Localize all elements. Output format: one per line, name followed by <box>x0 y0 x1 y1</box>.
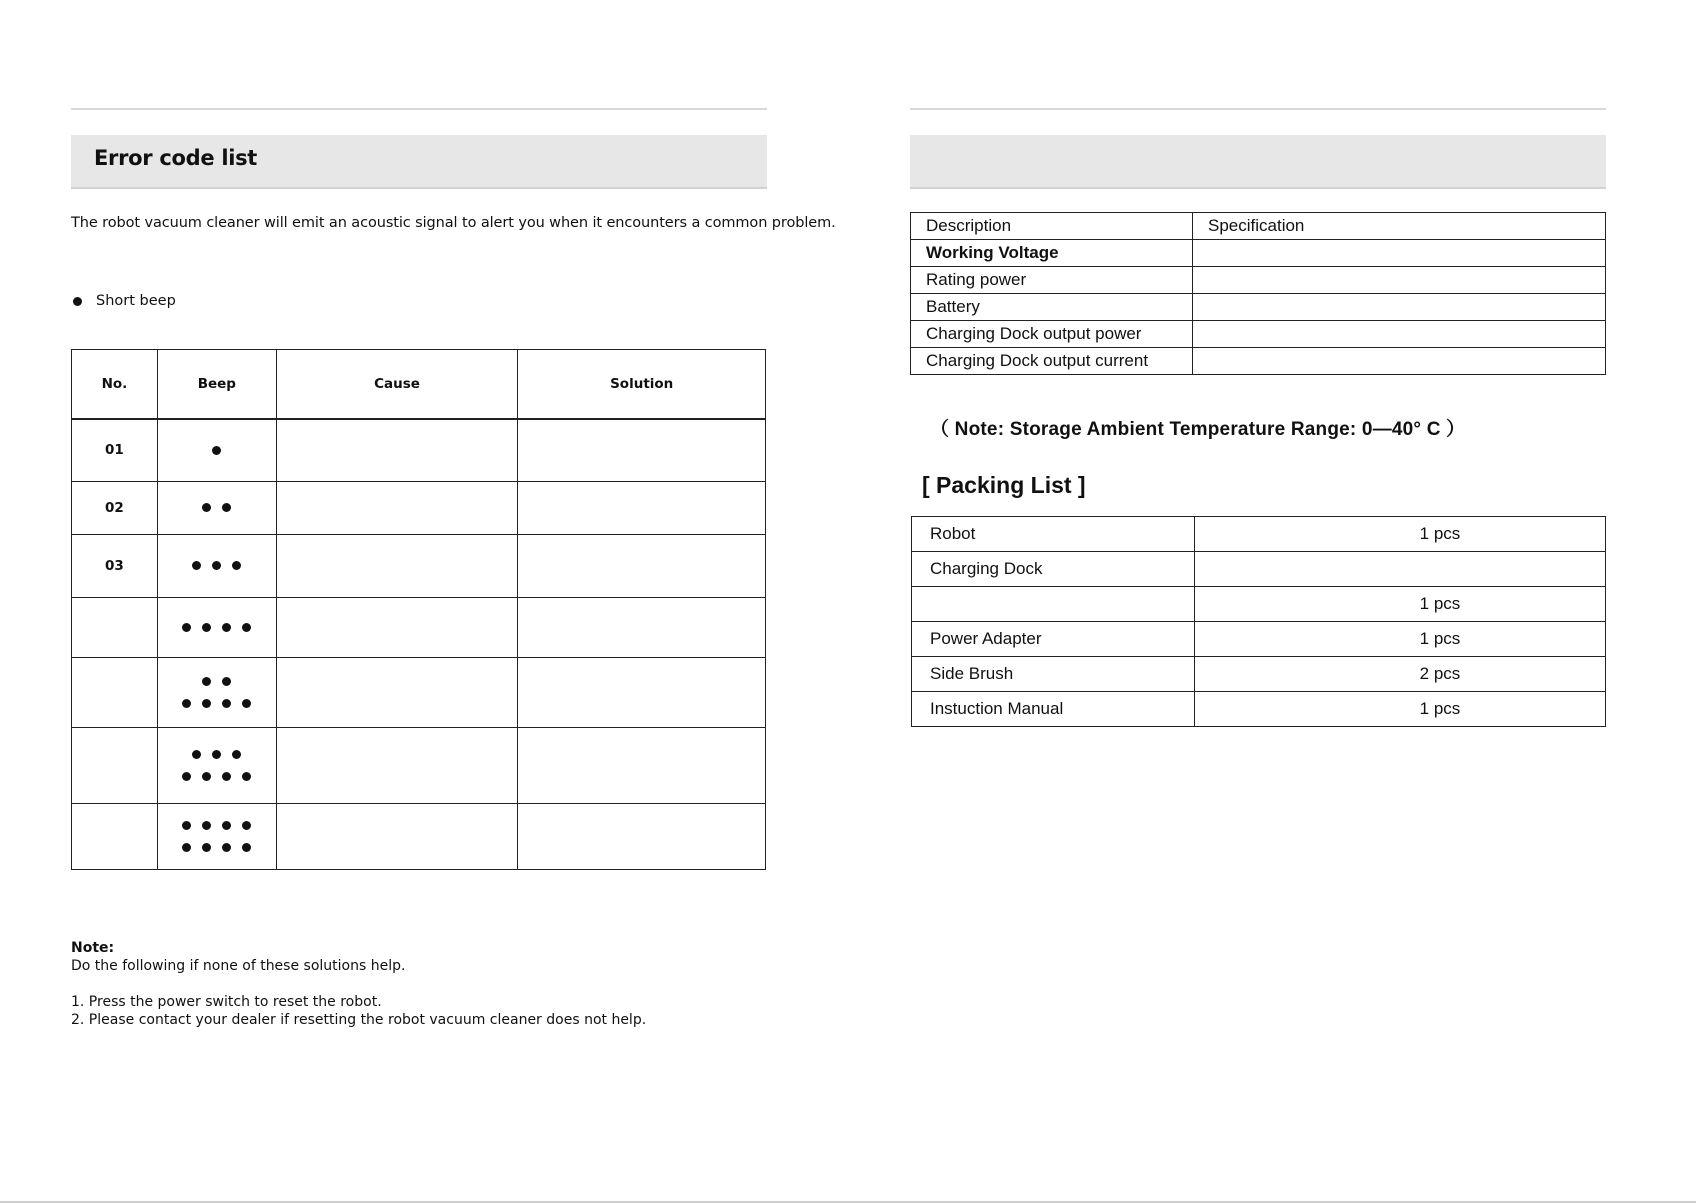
note-step-2: 2. Please contact your dealer if resetting the robot vacuum cleaner does not help. <box>71 1012 647 1028</box>
spec-label: Charging Dock output current <box>911 348 1193 375</box>
beep-dot-icon <box>232 561 241 570</box>
beep-dot-row <box>202 503 231 512</box>
spec-label: Battery <box>911 294 1193 321</box>
beep-dot-row <box>182 623 251 632</box>
note-line: Do the following if none of these solutions help. <box>71 958 406 974</box>
packing-item: Side Brush <box>912 657 1195 692</box>
beep-dot-icon <box>182 821 191 830</box>
solution-cell <box>518 481 766 534</box>
header-solution: Solution <box>518 350 766 420</box>
spec-value <box>1193 267 1606 294</box>
cause-cell <box>276 481 518 534</box>
beep-dot-icon <box>202 677 211 686</box>
beep-dot-icon <box>202 699 211 708</box>
packing-qty: 1 pcs <box>1195 517 1606 552</box>
beep-dot-icon <box>182 843 191 852</box>
table-row <box>912 587 1606 622</box>
cause-cell <box>276 657 518 727</box>
spec-value <box>1193 240 1606 267</box>
spec-label: Working Voltage <box>911 240 1193 267</box>
beep-pattern <box>157 727 276 803</box>
beep-dot-icon <box>212 561 221 570</box>
table-row <box>72 803 766 869</box>
beep-dot-icon <box>242 699 251 708</box>
beep-dot-icon <box>242 821 251 830</box>
packing-item: Charging Dock <box>912 552 1195 587</box>
table-row <box>912 552 1606 587</box>
beep-dot-icon <box>242 772 251 781</box>
solution-cell <box>518 657 766 727</box>
beep-dot-icon <box>222 623 231 632</box>
spec-label: Rating power <box>911 267 1193 294</box>
beep-dot-icon <box>192 750 201 759</box>
spec-value <box>1193 348 1606 375</box>
error-number: 01 <box>72 419 158 481</box>
header-cause: Cause <box>276 350 518 420</box>
solution-cell <box>518 803 766 869</box>
packing-item: Robot <box>912 517 1195 552</box>
table-row <box>911 348 1606 375</box>
top-rule-right <box>910 108 1606 110</box>
error-number <box>72 657 158 727</box>
beep-pattern <box>157 419 276 481</box>
spec-value <box>1193 294 1606 321</box>
packing-item <box>912 587 1195 622</box>
spec-header-row <box>911 213 1606 240</box>
table-row <box>72 481 766 534</box>
beep-dot-icon <box>202 821 211 830</box>
packing-list-title: [ Packing List ] <box>922 472 1086 498</box>
note-block <box>71 939 646 1029</box>
error-number <box>72 597 158 657</box>
solution-cell <box>518 727 766 803</box>
beep-dot-icon <box>73 297 82 306</box>
section-header-band <box>71 135 767 189</box>
packing-table <box>911 516 1606 727</box>
beep-pattern <box>157 657 276 727</box>
beep-dot-row <box>202 677 231 686</box>
table-row <box>911 267 1606 294</box>
spec-value <box>1193 321 1606 348</box>
packing-item: Power Adapter <box>912 622 1195 657</box>
beep-dot-icon <box>202 623 211 632</box>
table-row <box>912 692 1606 727</box>
solution-cell <box>518 534 766 597</box>
table-row <box>912 517 1606 552</box>
table-row <box>911 240 1606 267</box>
beep-dot-icon <box>202 503 211 512</box>
beep-dot-row <box>182 821 251 830</box>
note-step-1: 1. Press the power switch to reset the robot. <box>71 994 382 1010</box>
beep-dot-icon <box>212 750 221 759</box>
beep-dot-icon <box>222 503 231 512</box>
solution-cell <box>518 419 766 481</box>
table-row <box>912 657 1606 692</box>
beep-dot-icon <box>202 772 211 781</box>
table-row <box>72 597 766 657</box>
error-number: 03 <box>72 534 158 597</box>
error-number <box>72 727 158 803</box>
cause-cell <box>276 597 518 657</box>
table-row <box>911 294 1606 321</box>
table-row <box>911 321 1606 348</box>
packing-qty: 1 pcs <box>1195 622 1606 657</box>
packing-item: Instuction Manual <box>912 692 1195 727</box>
table-row <box>72 727 766 803</box>
beep-dot-icon <box>182 623 191 632</box>
table-header-row <box>72 350 766 420</box>
beep-dot-icon <box>202 843 211 852</box>
legend-label: Short beep <box>96 293 176 309</box>
section-header-band-right <box>910 135 1606 189</box>
cause-cell <box>276 419 518 481</box>
header-beep: Beep <box>157 350 276 420</box>
cause-cell <box>276 727 518 803</box>
error-code-table <box>71 349 766 870</box>
top-rule-left <box>71 108 767 110</box>
temperature-note: （ Note: Storage Ambient Temperature Range: 0—40° C ） <box>930 419 1466 440</box>
error-number: 02 <box>72 481 158 534</box>
beep-dot-row <box>212 446 221 455</box>
beep-pattern <box>157 803 276 869</box>
packing-qty <box>1195 552 1606 587</box>
beep-dot-row <box>192 561 241 570</box>
beep-dot-icon <box>222 772 231 781</box>
header-no: No. <box>72 350 158 420</box>
beep-dot-icon <box>212 446 221 455</box>
beep-dot-row <box>182 772 251 781</box>
packing-qty: 1 pcs <box>1195 587 1606 622</box>
packing-qty: 1 pcs <box>1195 692 1606 727</box>
beep-pattern <box>157 597 276 657</box>
intro-text: The robot vacuum cleaner will emit an acoustic signal to alert you when it encounters a common problem. <box>71 215 836 231</box>
beep-dot-icon <box>192 561 201 570</box>
legend-short-beep <box>71 293 176 309</box>
packing-qty: 2 pcs <box>1195 657 1606 692</box>
beep-dot-icon <box>242 623 251 632</box>
beep-dot-row <box>182 843 251 852</box>
spec-header-specification: Specification <box>1193 213 1606 240</box>
table-row <box>912 622 1606 657</box>
spec-header-description: Description <box>911 213 1193 240</box>
beep-dot-icon <box>222 821 231 830</box>
solution-cell <box>518 597 766 657</box>
beep-dot-icon <box>232 750 241 759</box>
spec-table <box>910 212 1606 375</box>
cause-cell <box>276 803 518 869</box>
beep-dot-icon <box>242 843 251 852</box>
table-row <box>72 419 766 481</box>
spec-label: Charging Dock output power <box>911 321 1193 348</box>
beep-dot-icon <box>182 699 191 708</box>
error-number <box>72 803 158 869</box>
section-title: Error code list <box>94 146 258 170</box>
beep-pattern <box>157 534 276 597</box>
beep-dot-icon <box>222 677 231 686</box>
beep-pattern <box>157 481 276 534</box>
beep-dot-row <box>192 750 241 759</box>
table-row <box>72 657 766 727</box>
beep-dot-row <box>182 699 251 708</box>
beep-dot-icon <box>182 772 191 781</box>
beep-dot-icon <box>222 843 231 852</box>
note-title: Note: <box>71 940 115 956</box>
table-row <box>72 534 766 597</box>
beep-dot-icon <box>222 699 231 708</box>
cause-cell <box>276 534 518 597</box>
